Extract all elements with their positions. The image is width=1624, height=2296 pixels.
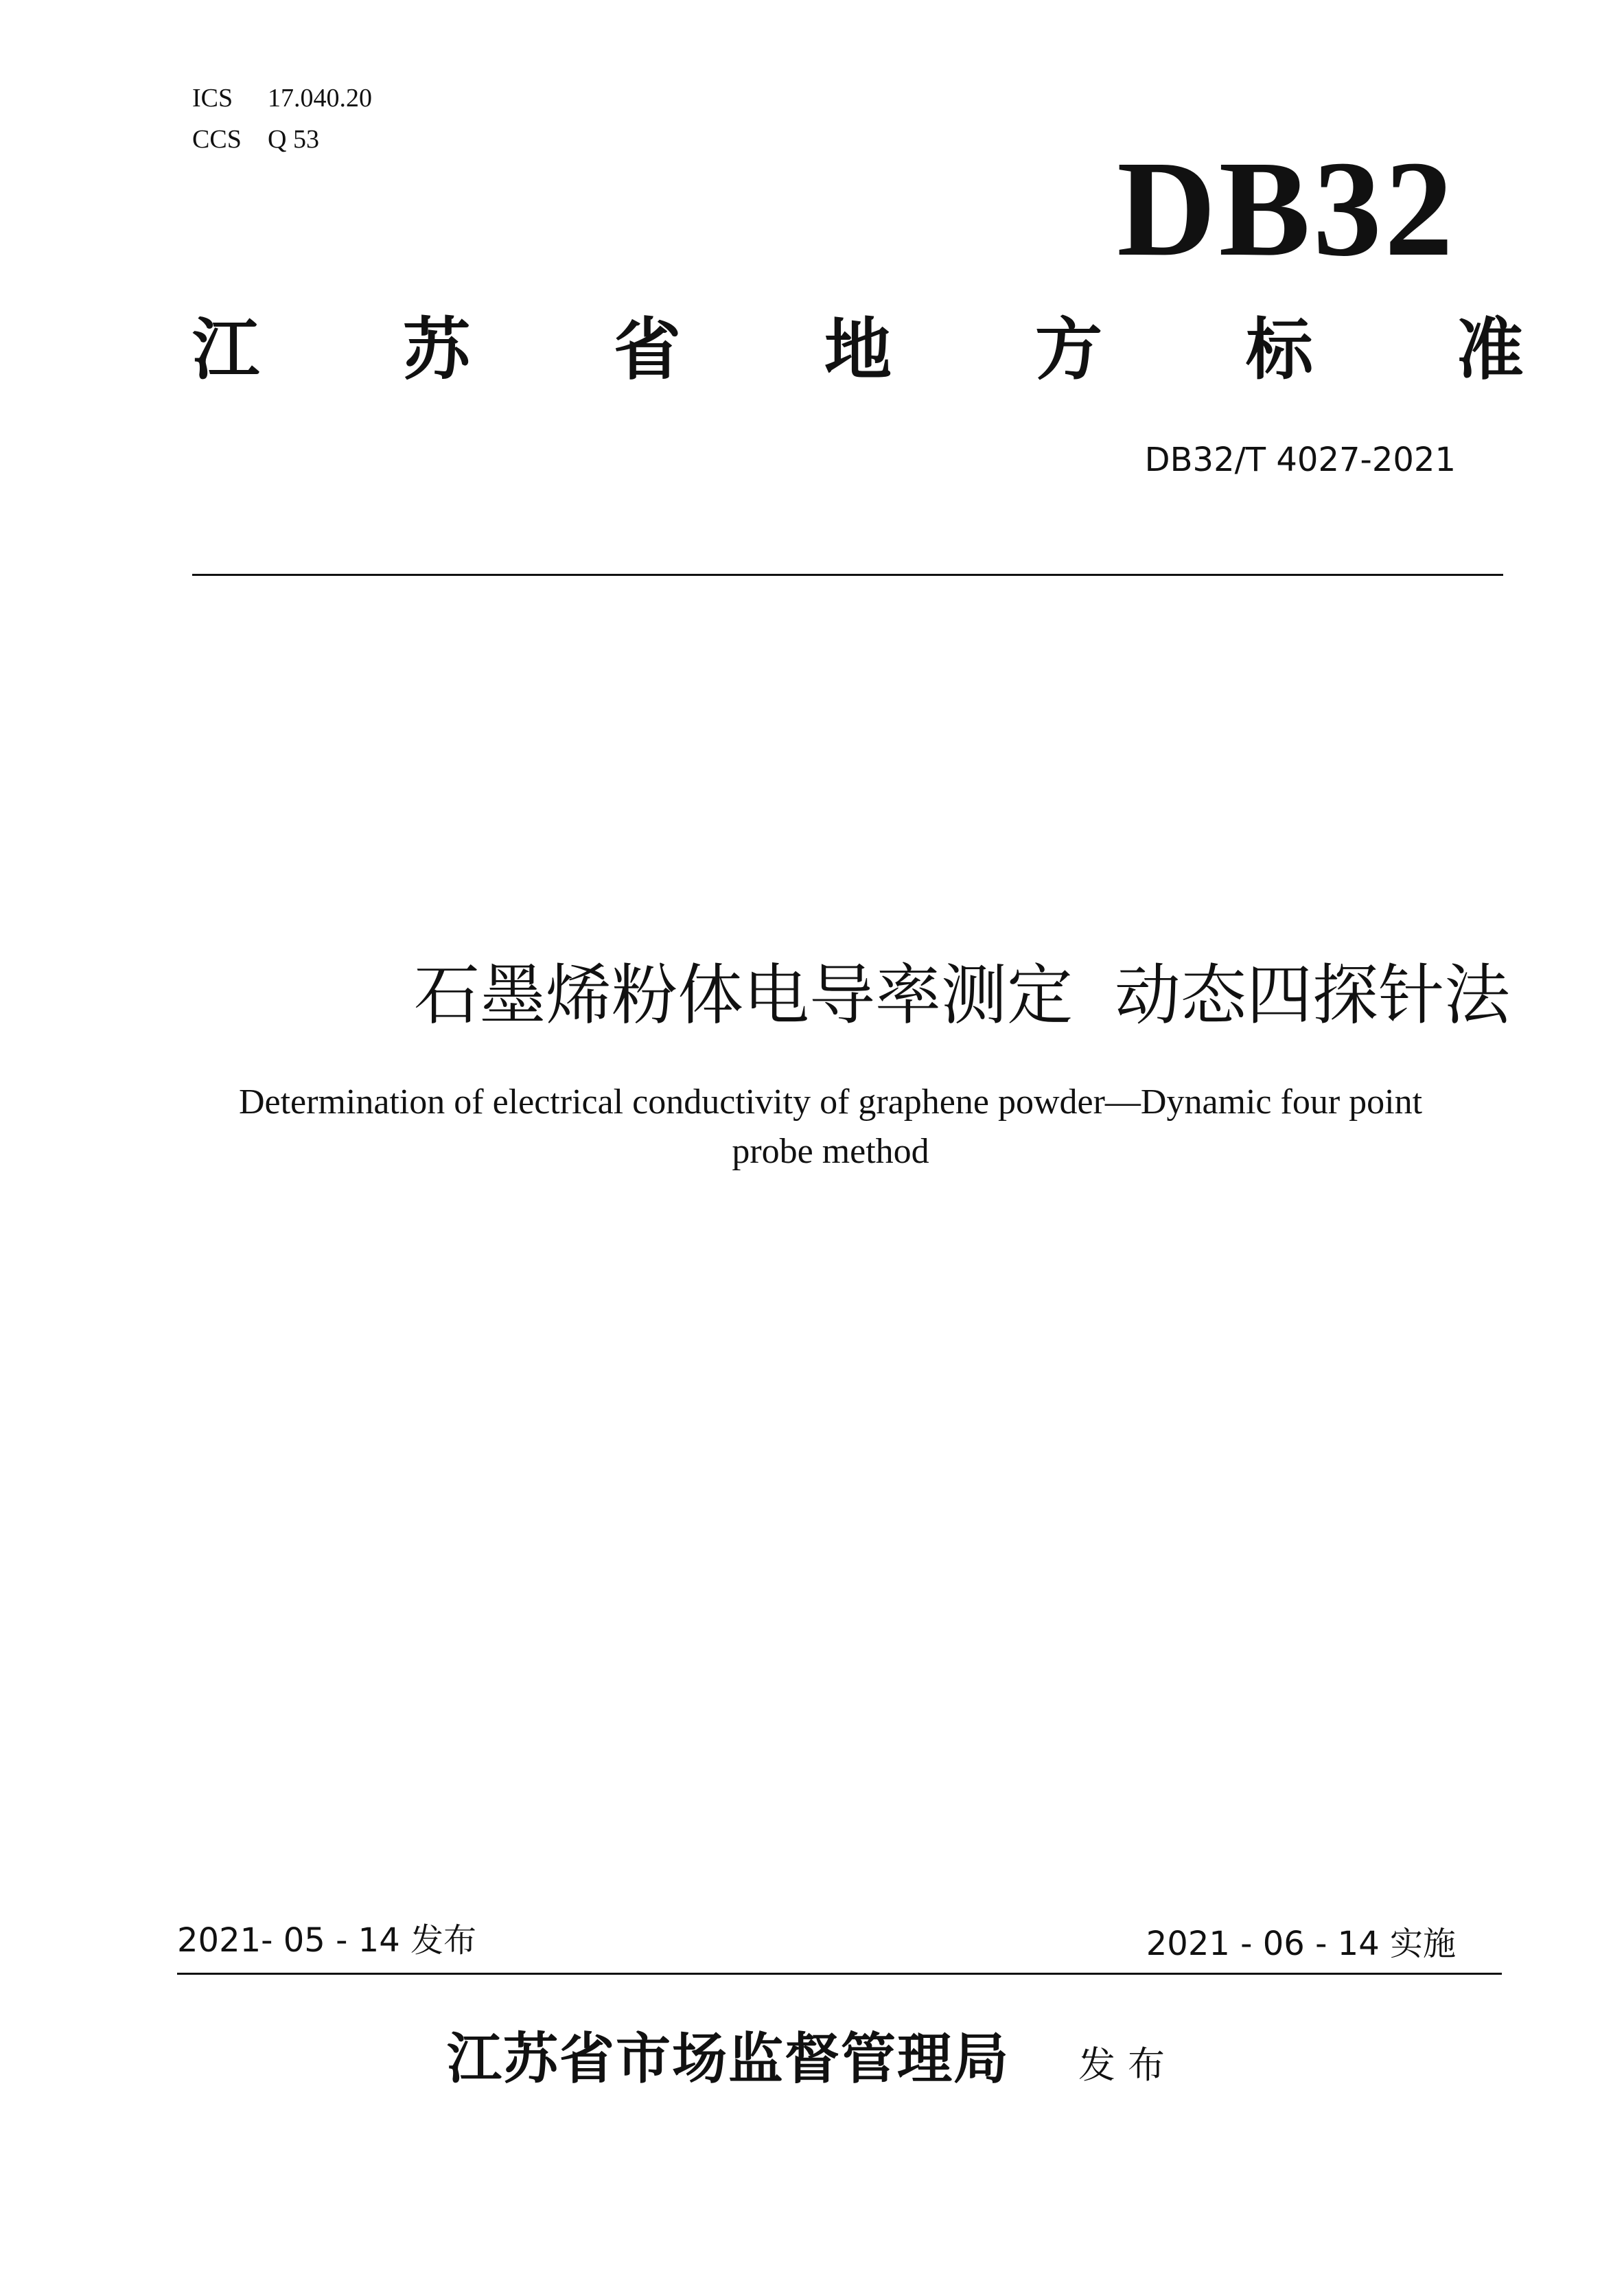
footer-divider — [177, 1973, 1502, 1975]
standard-type-char: 地 — [824, 311, 892, 389]
standard-type-char: 准 — [1456, 311, 1524, 389]
standard-type-char: 苏 — [402, 311, 470, 389]
ics-code — [192, 81, 372, 115]
standard-type-char: 省 — [613, 311, 681, 389]
standard-type-heading — [192, 309, 1524, 391]
english-title-line: Determination of electrical conductivity of graphene powder—Dynamic four point — [238, 1082, 1423, 1122]
publisher-suffix: 发布 — [1078, 2043, 1177, 2087]
standard-type-char: 标 — [1245, 311, 1313, 389]
document-title-chinese: 石墨烯粉体电导率测定 动态四探针法 — [413, 957, 1510, 1034]
implementation-date: 2021 - 06 - 14 实施 — [1146, 1925, 1456, 1963]
ccs-label: CCS — [192, 125, 242, 154]
document-title-english — [158, 1078, 1503, 1176]
publisher-line — [0, 2025, 1624, 2100]
ics-label: ICS — [192, 84, 233, 113]
standard-type-char: 江 — [192, 311, 260, 389]
publisher-name: 江苏省市场监督管理局 — [447, 2027, 1010, 2091]
standard-type-char: 方 — [1034, 311, 1102, 389]
standard-number: DB32/T 4027-2021 — [1144, 441, 1456, 479]
english-title-line: probe method — [732, 1132, 929, 1171]
db32-logo: DB32 — [1117, 133, 1456, 285]
ccs-code — [192, 122, 319, 156]
issue-date: 2021- 05 - 14 发布 — [177, 1921, 476, 1960]
ccs-value: Q 53 — [268, 125, 319, 154]
header-divider — [192, 574, 1503, 576]
ics-value: 17.040.20 — [268, 84, 372, 113]
